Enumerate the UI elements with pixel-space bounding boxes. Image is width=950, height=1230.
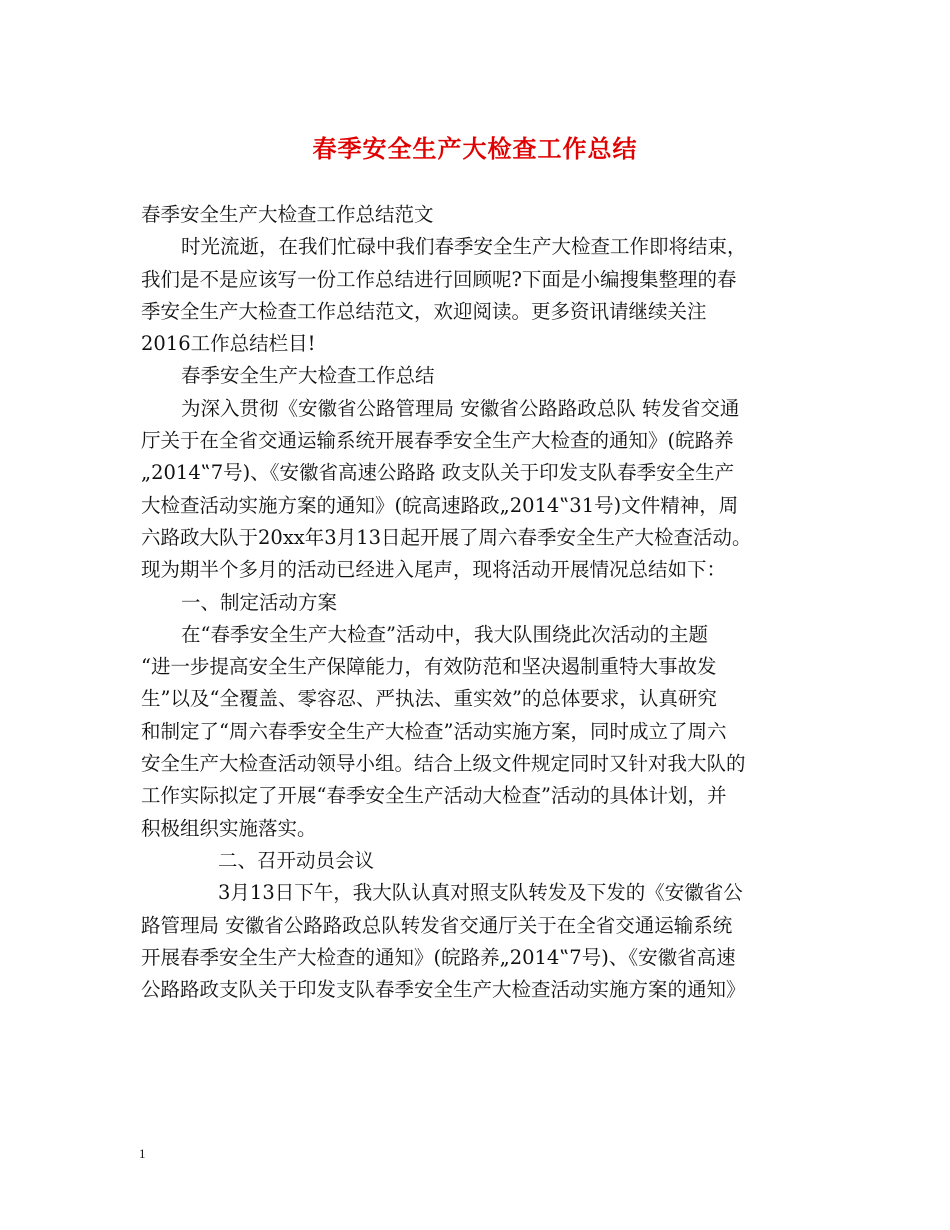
body-line: 路管理局 安徽省公路路政总队转发省交通厅关于在全省交通运输系统	[141, 913, 733, 937]
body-line: 厅关于在全省交通运输系统开展春季安全生产大检查的通知》(皖路养	[141, 429, 734, 453]
body-line: 开展春季安全生产大检查的通知》(皖路养„2014‟7号)、《安徽省高速	[141, 945, 736, 969]
body-line: 在“春季安全生产大检查”活动中，我大队围绕此次活动的主题	[181, 622, 708, 646]
body-line: 春季安全生产大检查工作总结范文	[141, 203, 434, 226]
body-line: 公路路政支队关于印发支队春季安全生产大检查活动实施方案的通知》	[141, 978, 746, 1002]
body-line: 为深入贯彻《安徽省公路管理局 安徽省公路路政总队 转发省交通	[181, 396, 740, 420]
body-line: 六路政大队于20xx年3月13日起开展了周六春季安全生产大检查活动。	[141, 525, 752, 549]
section-heading: 二、召开动员会议	[218, 848, 375, 872]
body-line: 工作实际拟定了开展“春季安全生产活动大检查”活动的具体计划，并	[141, 784, 727, 808]
body-line: 2016工作总结栏目!	[141, 332, 316, 356]
body-line: 我们是不是应该写一份工作总结进行回顾呢?下面是小编搜集整理的春	[141, 267, 737, 291]
body-line: „2014‟7号)、《安徽省高速公路路 政支队关于印发支队春季安全生产	[141, 461, 735, 485]
body-line: 和制定了“周六春季安全生产大检查”活动实施方案，同时成立了周六	[141, 719, 727, 743]
body-line: 季安全生产大检查工作总结范文，欢迎阅读。更多资讯请继续关注	[141, 299, 707, 323]
body-line: 时光流逝，在我们忙碌中我们春季安全生产大检查工作即将结束，	[181, 235, 747, 259]
body-line: 3月13日下午，我大队认真对照支队转发及下发的《安徽省公	[218, 881, 743, 905]
page-number: 1	[139, 1146, 146, 1161]
body-line: 安全生产大检查活动领导小组。结合上级文件规定同时又针对我大队的	[141, 752, 746, 776]
body-line: “进一步提高安全生产保障能力，有效防范和坚决遏制重特大事故发	[141, 655, 717, 679]
document-body	[141, 199, 813, 1006]
body-line: 积极组织实施落实。	[141, 816, 317, 840]
body-line: 春季安全生产大检查工作总结	[181, 364, 435, 388]
document-title: 春季安全生产大检查工作总结	[312, 135, 638, 163]
body-line: 大检查活动实施方案的通知》(皖高速路政„2014‟31号)文件精神，周	[141, 493, 739, 517]
section-heading: 一、制定活动方案	[181, 590, 338, 614]
body-line: 现为期半个多月的活动已经进入尾声，现将活动开展情况总结如下：	[141, 558, 727, 582]
body-line: 生”以及“全覆盖、零容忍、严执法、重实效”的总体要求，认真研究	[141, 687, 717, 711]
